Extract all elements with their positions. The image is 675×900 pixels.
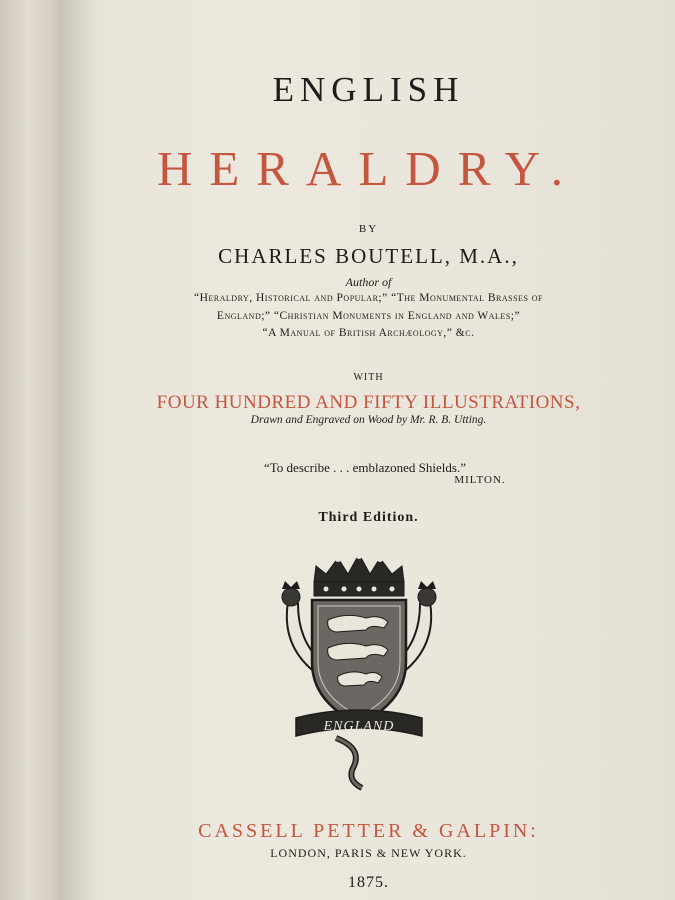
banner-text: ENGLAND	[323, 719, 395, 734]
epigraph-quote: “To describe . . . emblazoned Shields.”	[264, 460, 466, 475]
title-line-english: ENGLISH	[272, 70, 465, 109]
title-line-heraldry: HERALDRY.	[156, 141, 580, 196]
by-label: BY	[358, 223, 379, 235]
works-line-2: England;” “Christian Monuments in England and Wales;”	[216, 310, 521, 322]
publisher-place: LONDON, PARIS & NEW YORK.	[270, 846, 467, 860]
publisher-name: CASSELL PETTER & GALPIN:	[198, 820, 539, 842]
royal-arms-emblem-icon	[266, 552, 452, 792]
author-name: CHARLES BOUTELL, M.A.,	[218, 244, 519, 268]
edition-label: Third Edition.	[318, 510, 419, 525]
author-of-label: Author of	[345, 275, 392, 289]
illustrations-line: FOUR HUNDRED AND FIFTY ILLUSTRATIONS,	[156, 392, 581, 413]
works-line-3: “A Manual of British Archæology,” &c.	[262, 327, 475, 339]
with-label: WITH	[353, 372, 384, 383]
works-line-1: “Heraldry, Historical and Popular;” “The Monumental Brasses of	[194, 292, 543, 304]
epigraph-author: MILTON.	[454, 474, 506, 486]
book-spine-gutter	[0, 0, 70, 900]
engraver-credit: Drawn and Engraved on Wood by Mr. R. B. Utting.	[250, 414, 487, 426]
publication-year: 1875.	[348, 874, 389, 891]
